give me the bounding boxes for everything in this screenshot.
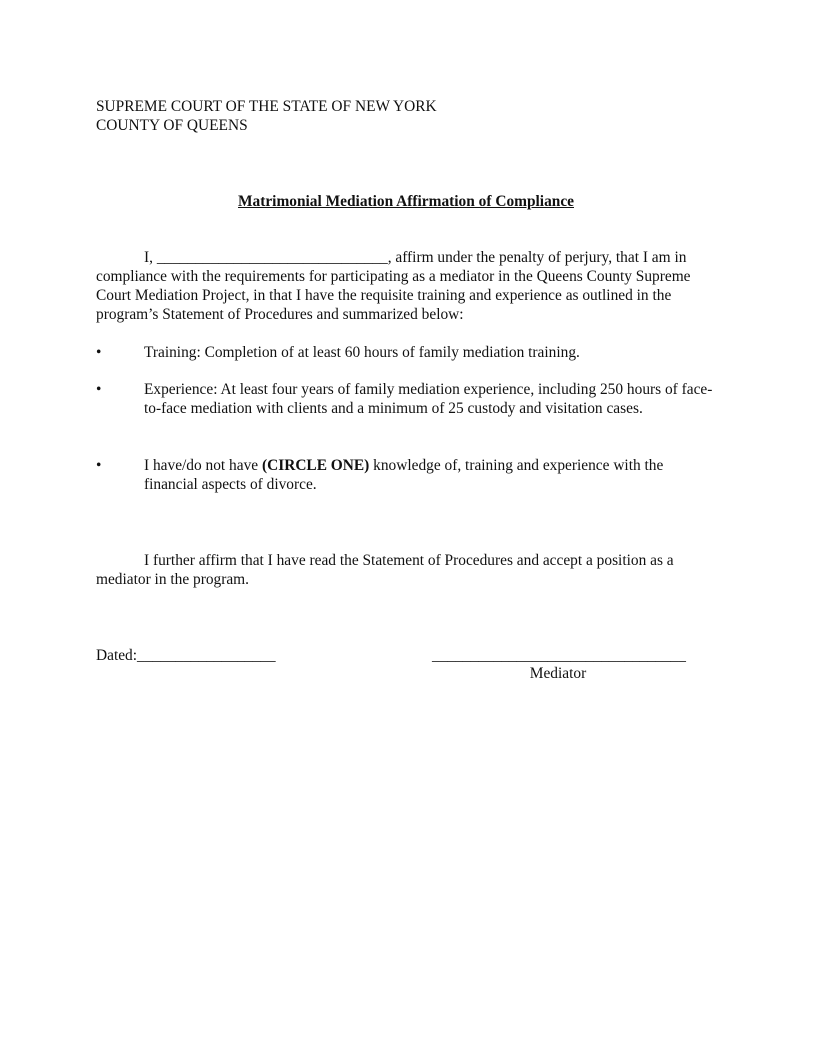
dated-blank-field: __________________	[137, 647, 276, 664]
mediator-label: Mediator	[529, 665, 587, 682]
bullet-symbol: •	[96, 381, 102, 398]
financial-text-end: knowledge of, training and experience with the financial aspects of divorce.	[144, 457, 664, 493]
name-blank-field: ______________________________	[156, 249, 388, 266]
bullet-symbol: •	[96, 457, 102, 474]
court-name: SUPREME COURT OF THE STATE OF NEW YORK	[96, 98, 437, 115]
financial-text-start: I have/do not have	[144, 457, 262, 474]
further-affirmation-paragraph: I further affirm that I have read the Statement of Procedures and accept a position as a mediator in the program.	[96, 552, 674, 588]
financial-knowledge-text	[144, 456, 716, 494]
county-name: COUNTY OF QUEENS	[96, 117, 248, 134]
bullet-symbol: •	[96, 344, 102, 361]
circle-one-instruction: (CIRCLE ONE)	[261, 457, 370, 474]
intro-text: , affirm under the penalty of perjury, that I am in compliance with the requirements for participating as a mediator in the Queens County Supreme Court Mediation Project, in that I have the requisite training and experience as outlined in the program’s Statement of Procedures and summarized below:	[96, 249, 691, 323]
dated-line	[96, 646, 276, 665]
document-title: Matrimonial Mediation Affirmation of Compliance	[238, 193, 574, 210]
experience-text: Experience: At least four years of family mediation experience, including 250 hours of face-to-face mediation with clients and a minimum of 25 custody and visitation cases.	[144, 381, 713, 417]
training-text: Training: Completion of at least 60 hours of family mediation training.	[144, 344, 580, 361]
court-header	[96, 97, 716, 135]
affirmation-paragraph	[96, 248, 716, 324]
intro-pronoun: I,	[144, 249, 157, 266]
dated-label: Dated:	[96, 647, 138, 664]
mediator-signature-line: _________________________________	[432, 647, 686, 664]
